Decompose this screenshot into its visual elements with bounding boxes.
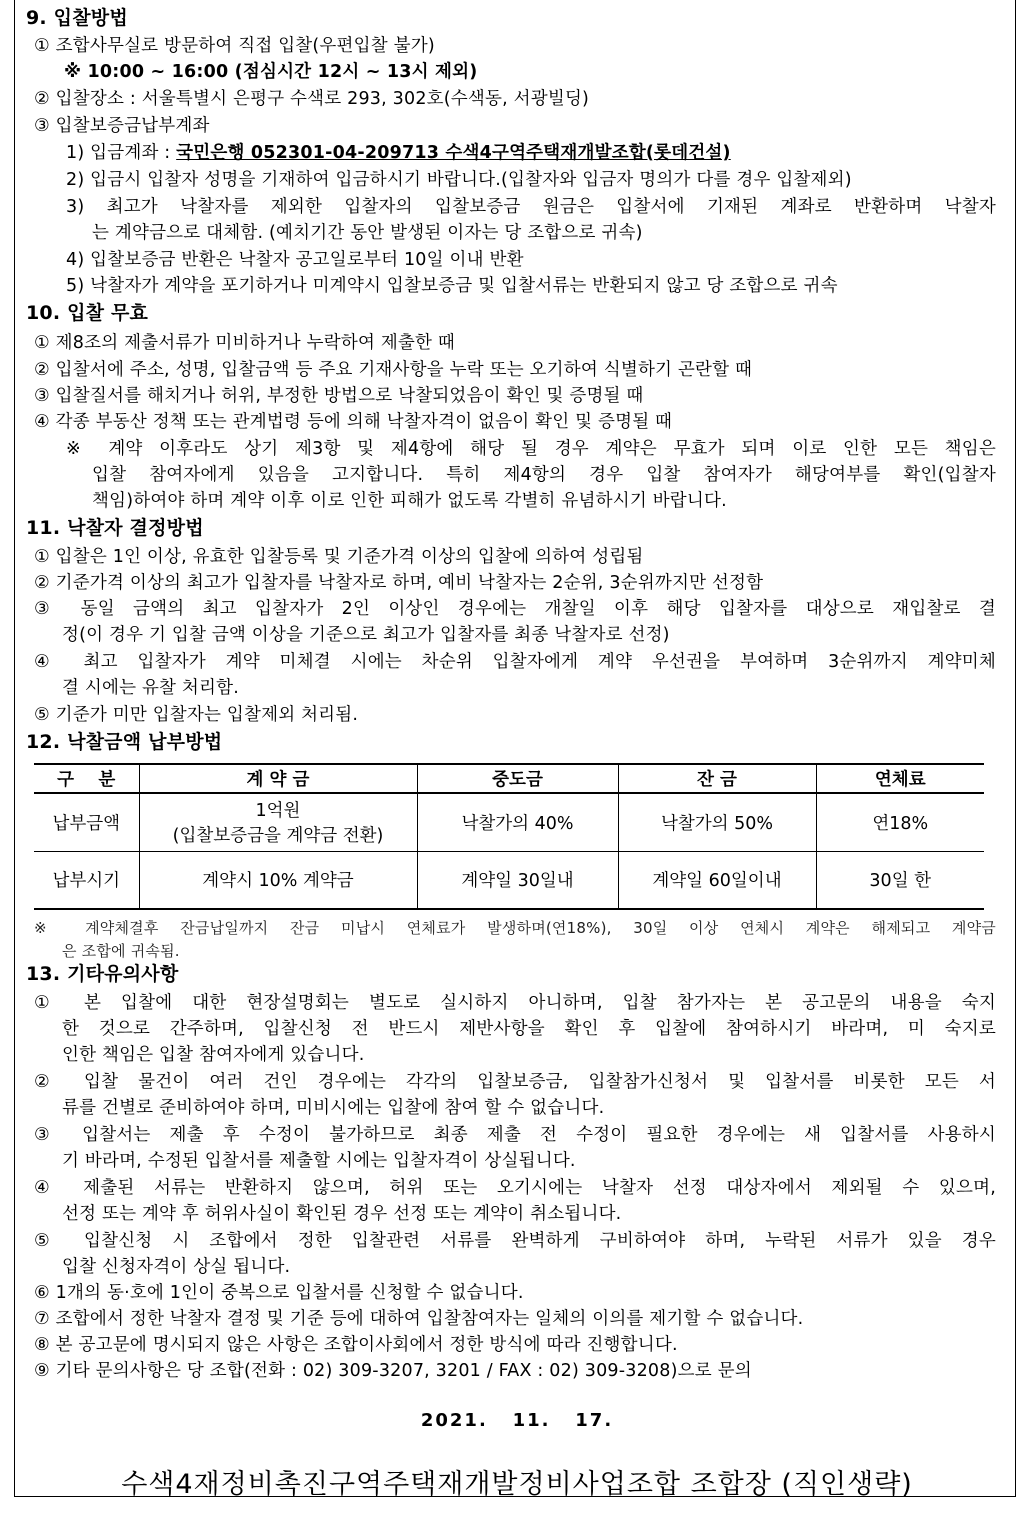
s13-item-3b: 기 바라며, 수정된 입찰서를 제출할 시에는 입찰자격이 상실됩니다. bbox=[62, 1151, 576, 1171]
deposit-amount: 1억원 bbox=[255, 801, 301, 822]
table-cell: 30일 한 bbox=[816, 851, 984, 909]
table-cell: 계약일 30일내 bbox=[417, 851, 618, 909]
s9-hours-note: ※ 10:00 ~ 16:00 (점심시간 12시 ~ 13시 제외) bbox=[64, 62, 478, 82]
s9-item-3: ③ 입찰보증금납부계좌 bbox=[34, 116, 210, 136]
section-11-title: 11. 낙찰자 결정방법 bbox=[26, 517, 204, 539]
section-10-title: 10. 입찰 무효 bbox=[26, 302, 149, 324]
table-header: 구 분 bbox=[34, 764, 139, 793]
s13-item-1b: 한 것으로 간주하며, 입찰신청 전 반드시 제반사항을 확인 후 입찰에 참여하시기 바라며, 미 숙지로 bbox=[62, 1019, 996, 1039]
section-13-title: 13. 기타유의사항 bbox=[26, 963, 179, 985]
payment-table bbox=[34, 763, 984, 910]
s12-note-1: ※ 계약체결후 잔금납일까지 잔금 미납시 연체료가 발생하며(연18%), 30일 이상 연체시 계약은 해제되고 계약금 bbox=[34, 919, 996, 937]
document-date: 2021. 11. 17. bbox=[420, 1410, 614, 1431]
s9-sub-1 bbox=[66, 141, 731, 165]
table-row bbox=[34, 851, 984, 909]
table-cell bbox=[139, 793, 417, 851]
s11-item-2: ② 기준가격 이상의 최고가 입찰자를 낙찰자로 하며, 예비 낙찰자는 2순위, 3순위까지만 선정함 bbox=[34, 573, 764, 593]
s13-item-3a: ③ 입찰서는 제출 후 수정이 불가하므로 최종 제출 전 수정이 필요한 경우에는 새 입찰서를 사용하시 bbox=[34, 1125, 996, 1145]
table-cell: 낙찰가의 50% bbox=[618, 793, 816, 851]
s10-item-3: ③ 입찰질서를 해치거나 허위, 부정한 방법으로 낙찰되었음이 확인 및 증명될 때 bbox=[34, 386, 644, 406]
s10-item-4: ④ 각종 부동산 정책 또는 관계법령 등에 의해 낙찰자격이 없음이 확인 및 증명될 때 bbox=[34, 412, 673, 432]
s9-sub-2: 2) 입금시 입찰자 성명을 기재하여 입금하시기 바랍니다.(입찰자와 입금자 명의가 다를 경우 입찰제외) bbox=[66, 170, 852, 190]
s9-sub-3a: 3) 최고가 낙찰자를 제외한 입찰자의 입찰보증금 원금은 입찰서에 기재된 계좌로 반환하며 낙찰자 bbox=[66, 197, 996, 217]
deposit-note: (입찰보증금을 계약금 전환) bbox=[172, 826, 384, 847]
s13-item-7: ⑦ 조합에서 정한 낙찰자 결정 및 기준 등에 대하여 입찰참여자는 일체의 이의를 제기할 수 없습니다. bbox=[34, 1309, 804, 1329]
s13-item-5b: 입찰 신청자격이 상실 됩니다. bbox=[62, 1257, 291, 1277]
table-header-row bbox=[34, 764, 984, 793]
table-cell: 계약시 10% 계약금 bbox=[139, 851, 417, 909]
table-header: 중도금 bbox=[417, 764, 618, 793]
table-cell: 연18% bbox=[816, 793, 984, 851]
table-cell: 낙찰가의 40% bbox=[417, 793, 618, 851]
s10-note-1: ※ 계약 이후라도 상기 제3항 및 제4항에 해당 될 경우 계약은 무효가 되며 이로 인한 모든 책임은 bbox=[66, 439, 996, 459]
s13-item-1c: 인한 책임은 입찰 참여자에게 있습니다. bbox=[62, 1045, 365, 1065]
section-9-title: 9. 입찰방법 bbox=[26, 7, 128, 29]
s13-item-5a: ⑤ 입찰신청 시 조합에서 정한 입찰관련 서류를 완벽하게 구비하여야 하며, 누락된 서류가 있을 경우 bbox=[34, 1231, 996, 1251]
s13-item-4b: 선정 또는 계약 후 허위사실이 확인된 경우 선정 또는 계약이 취소됩니다. bbox=[62, 1204, 622, 1224]
s11-item-1: ① 입찰은 1인 이상, 유효한 입찰등록 및 기준가격 이상의 입찰에 의하여 성립됨 bbox=[34, 547, 644, 567]
s9-sub-4: 4) 입찰보증금 반환은 낙찰자 공고일로부터 10일 이내 반환 bbox=[66, 250, 524, 270]
s11-item-3b: 정(이 경우 기 입찰 금액 이상을 기준으로 최고가 입찰자를 최종 낙찰자로 선정) bbox=[62, 625, 670, 645]
s9-sub-3b: 는 계약금으로 대체함. (예치기간 동안 발생된 이자는 당 조합으로 귀속) bbox=[92, 223, 643, 243]
table-header: 잔 금 bbox=[618, 764, 816, 793]
s11-item-4a: ④ 최고 입찰자가 계약 미체결 시에는 차순위 입찰자에게 계약 우선권을 부여하며 3순위까지 계약미체 bbox=[34, 652, 996, 672]
table-header: 연체료 bbox=[816, 764, 984, 793]
s13-item-1a: ① 본 입찰에 대한 현장설명회는 별도로 실시하지 아니하며, 입찰 참가자는 본 공고문의 내용을 숙지 bbox=[34, 993, 996, 1013]
s13-item-9: ⑨ 기타 문의사항은 당 조합(전화 : 02) 309-3207, 3201 / FAX : 02) 309-3208)으로 문의 bbox=[34, 1361, 752, 1381]
s13-item-8: ⑧ 본 공고문에 명시되지 않은 사항은 조합이사회에서 정한 방식에 따라 진행합니다. bbox=[34, 1335, 678, 1355]
signature-line: 수색4재정비촉진구역주택재개발정비사업조합 조합장 (직인생략) bbox=[121, 1469, 913, 1500]
table-cell: 계약일 60일이내 bbox=[618, 851, 816, 909]
bank-account: 국민은행 052301-04-209713 수색4구역주택재개발조합(롯데건설) bbox=[176, 143, 731, 163]
table-header: 계 약 금 bbox=[139, 764, 417, 793]
s11-item-5: ⑤ 기준가 미만 입찰자는 입찰제외 처리됨. bbox=[34, 705, 359, 725]
s12-note-2: 은 조합에 귀속됨. bbox=[62, 942, 180, 960]
s10-note-3: 책임)하여야 하며 계약 이후 이로 인한 피해가 없도록 각별히 유념하시기 바랍니다. bbox=[92, 491, 727, 511]
table-cell: 납부금액 bbox=[34, 793, 139, 851]
s13-item-6: ⑥ 1개의 동·호에 1인이 중복으로 입찰서를 신청할 수 없습니다. bbox=[34, 1283, 524, 1303]
s10-note-2: 입찰 참여자에게 있음을 고지합니다. 특히 제4항의 경우 입찰 참여자가 해당여부를 확인(입찰자 bbox=[92, 465, 996, 485]
s13-item-2a: ② 입찰 물건이 여러 건인 경우에는 각각의 입찰보증금, 입찰참가신청서 및 입찰서를 비롯한 모든 서 bbox=[34, 1072, 996, 1092]
table-row bbox=[34, 793, 984, 851]
s9-item-2: ② 입찰장소 : 서울특별시 은평구 수색로 293, 302호(수색동, 서광빌딩) bbox=[34, 89, 590, 109]
s13-item-4a: ④ 제출된 서류는 반환하지 않으며, 허위 또는 오기시에는 낙찰자 선정 대상자에서 제외될 수 있으며, bbox=[34, 1178, 996, 1198]
table-cell: 납부시기 bbox=[34, 851, 139, 909]
s9-item-1: ① 조합사무실로 방문하여 직접 입찰(우편입찰 불가) bbox=[34, 36, 435, 56]
s10-item-2: ② 입찰서에 주소, 성명, 입찰금액 등 주요 기재사항을 누락 또는 오기하여 식별하기 곤란할 때 bbox=[34, 360, 753, 380]
s11-item-3a: ③ 동일 금액의 최고 입찰자가 2인 이상인 경우에는 개찰일 이후 해당 입찰자를 대상으로 재입찰로 결 bbox=[34, 599, 996, 619]
s10-item-1: ① 제8조의 제출서류가 미비하거나 누락하여 제출한 때 bbox=[34, 333, 456, 353]
s9-sub-5: 5) 낙찰자가 계약을 포기하거나 미계약시 입찰보증금 및 입찰서류는 반환되지 않고 당 조합으로 귀속 bbox=[66, 276, 838, 296]
s11-item-4b: 결 시에는 유찰 처리함. bbox=[62, 678, 239, 698]
s13-item-2b: 류를 건별로 준비하여야 하며, 미비시에는 입찰에 참여 할 수 없습니다. bbox=[62, 1098, 605, 1118]
s9-sub-1-prefix: 1) 입금계좌 : bbox=[66, 143, 177, 163]
section-12-title: 12. 낙찰금액 납부방법 bbox=[26, 731, 223, 753]
